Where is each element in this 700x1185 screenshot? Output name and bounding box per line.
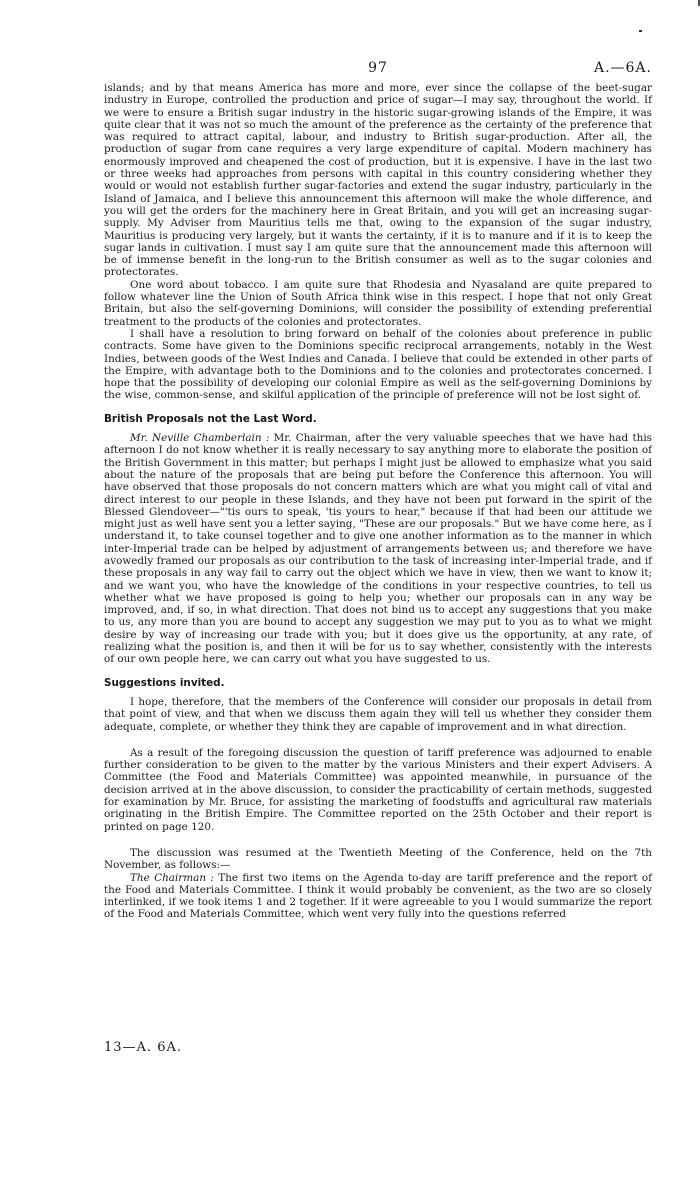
printer-signature: 13—A. 6A. bbox=[104, 1040, 182, 1055]
section-heading-suggestions: Suggestions invited. bbox=[104, 676, 225, 689]
paragraph-sugar: islands; and by that means America has more and more, ever since the collapse of the beet-sugar industry in Europe, controlled the production and price of sugar—I may say, throughout the world. If we were to ensure a British sugar industry in the historic sugar-growing islands of the Empire, it was quite clear that it was not so much the amount of the preference as the certainty of the preference that was required to attract capital, labour, and industry to British sugar-production. After all, the production of sugar from cane requires a very large expenditure of capital. Modern machinery has enormously improved and cheapened the cost of production, but it is expensive. I have in the last two or three weeks had approaches from persons with capital in this country considering whether they would or would not establish further sugar-factories and extend the sugar industry, particularly in the Island of Jamaica, and I believe this announcement this afternoon will make the whole difference, and you will get the orders for the machinery here in Great Britain, and you will get an increasing sugar-supply. My Adviser from Mauritius tells me that, owing to the expansion of the sugar industry, Mauritius is producing very largely, but it wants the certainty, if it is to manure and if it is to keep the sugar lands in cultivation. I must say I am quite sure that the announcement made this afternoon will be of immense benefit in the long-run to the British consumer as well as to the sugar colonies and protectorates. bbox=[104, 82, 652, 279]
section-heading-british-proposals: British Proposals not the Last Word. bbox=[104, 412, 317, 425]
spacer bbox=[104, 733, 652, 747]
paragraph-committee: As a result of the foregoing discussion the question of tariff preference was adjourned to enable further consideration to be given to the matter by the various Ministers and their expert Advisers. A Committee (the Food and Materials Committee) was appointed meanwhile, in pursuance of the decision arrived at in the above discussion, to consider the practicability of certain methods, suggested for examination by Mr. Bruce, for assisting the marketing of foodstuffs and agricultural raw materials originating in the British Empire. The Committee reported on the 25th October and their report is printed on page 120. bbox=[104, 746, 652, 833]
speaker-chairman: The Chairman : bbox=[130, 871, 214, 884]
page-body bbox=[104, 82, 652, 921]
speaker-chamberlain: Mr. Neville Chamberlain : bbox=[130, 432, 270, 445]
chamberlain-speech: Mr. Chairman, after the very valuable speeches that we have had this afternoon I do not know whether it is really necessary to say anything more to elaborate the position of the British Government in this matter; but perhaps I might just be allowed to emphasize what you said about the nature of the proposals that are being put before the Conference this afternoon. You will have observed that those proposals do not concern matters which are what you might call of vital and direct interest to our people in these Islands, and they have not been put forward in the spirit of the Blessed Glendoveer—"'tis ours to speak, 'tis yours to hear," because if that had been our attitude we might just as well have sent you a letter saying, "These are our proposals." But we have come here, as I understand it, to take counsel together and to give one another information as to the manner in which inter-Imperial trade can be helped by adjustment of arrangements between us; and therefore we have avowedly framed our proposals as our contribution to the task of increasing inter-Imperial trade, and if these proposals in any way fail to carry out the object which we have in view, then we want to know it; and we want you, who have the knowledge of the conditions in your respective countries, to tell us whether what we have proposed is going to help you; whether our proposals can in any way be improved, and, if so, in what direction. That does not bind us to accept any suggestions that you make to us, any more than you are bound to accept any suggestion we may put to you as to what we might desire by way of increasing our trade with you; but it does give us the opportunity, at any rate, of realizing what the position is, and then it will be for us to say whether, consistently with the interests of our own people here, we can carry out what you have suggested to us. bbox=[104, 432, 652, 666]
chairman-speech: The first two items on the Agenda to-day are tariff preference and the report of the Food and Materials Committee. I think it would probably be convenient, as the two are so closely interlinked, if we took items 1 and 2 together. If it were agreeable to you I would summarize the report of the Food and Materials Committee, which went very fully into the questions referred bbox=[104, 871, 652, 921]
paragraph-tobacco: One word about tobacco. I am quite sure that Rhodesia and Nyasaland are quite prepared to follow whatever line the Union of South Africa think wise in this respect. I hope that not only Great Britain, but also the self-governing Dominions, will consider the possibility of extending preferential treatment to the products of the colonies and protectorates. bbox=[104, 278, 652, 328]
paragraph-resumed: The discussion was resumed at the Twentieth Meeting of the Conference, held on the 7th November, as follows:— bbox=[104, 846, 652, 872]
paragraph-chamberlain bbox=[104, 432, 652, 666]
document-reference: A.—6A. bbox=[593, 60, 652, 76]
page-number: 97 bbox=[368, 60, 388, 76]
document-page bbox=[104, 60, 652, 921]
paragraph-chairman bbox=[104, 872, 652, 921]
spacer bbox=[104, 833, 652, 847]
paragraph-suggestions: I hope, therefore, that the members of the Conference will consider our proposals in detail from that point of view, and that when we discuss them again they will tell us whether they consider them adequate, complete, or whether they think they are capable of improvement and in what direction. bbox=[104, 695, 652, 733]
ink-mark bbox=[639, 30, 642, 32]
paragraph-public-contracts: I shall have a resolution to bring forward on behalf of the colonies about preference in public contracts. Some have given to the Dominions specific reciprocal arrangements, notably in the West Indies, between goods of the West Indies and Canada. I believe that could be extended in other parts of the Empire, with advantage both to the Dominions and to the colonies and protectorates concerned. I hope that the possibility of developing our colonial Empire as well as the self-governing Dominions by the wise, common-sense, and skilful application of the principle of preference will not be lost sight of. bbox=[104, 327, 652, 402]
page-header bbox=[104, 60, 652, 82]
